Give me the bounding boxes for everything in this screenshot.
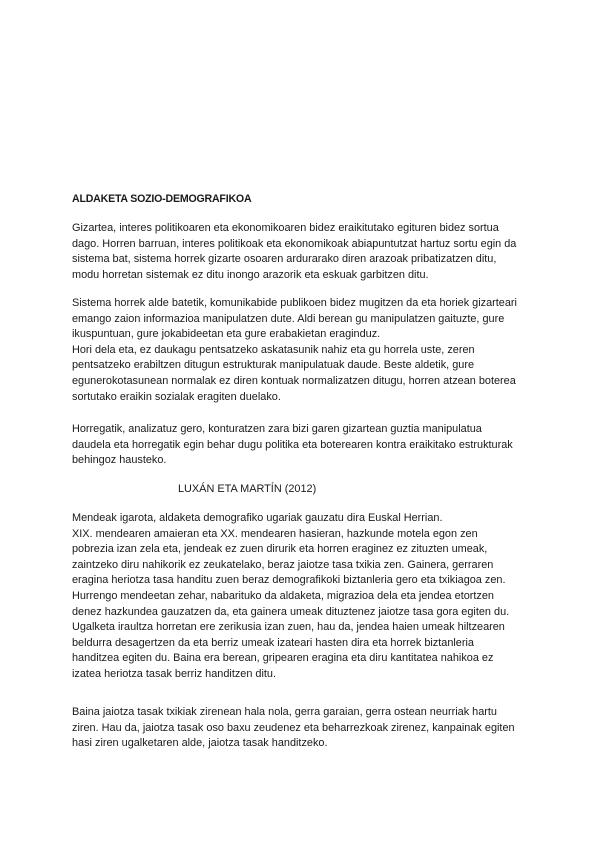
text-line: Mendeak igarota, aldaketa demografiko ugariak gauzatu dira Euskal Herrian. (72, 512, 443, 524)
text-line: behingoz hausteko. (72, 454, 167, 467)
citation: LUXÁN ETA MARTÍN (2012) (178, 483, 317, 495)
document-title: ALDAKETA SOZIO-DEMOGRAFIKOA (72, 193, 252, 205)
text-line: sortutako eraikin sozialak eragiten duelako. (72, 390, 281, 403)
paragraph-5 (72, 705, 515, 752)
text-line: pentsatzeko erabiltzen ditugun estrukturak manipulatuak daude. Beste aldetik, gure (72, 359, 474, 372)
text-line: Hurrengo mendeetan zehar, nabarituko da aldaketa, migrazioa dela eta jendea etortzen (72, 589, 494, 602)
paragraph-2 (72, 296, 517, 405)
paragraph-3 (72, 422, 513, 469)
paragraph-4 (72, 511, 509, 683)
text-line: Sistema horrek alde batetik, komunikabide publikoen bidez mugitzen da eta horiek gizarteari (72, 297, 517, 309)
text-line: Hori dela eta, ez daukagu pentsatzeko askatasunik nahiz eta gu horrela uste, zeren (72, 343, 475, 356)
text-line: handitzea egiten du. Baina era berean, gripearen eragina eta diru kantitatea nahikoa ez (72, 652, 494, 665)
text-line: hasi ziren ugalketaren alde, jaiotza tasak handitzeko. (72, 737, 328, 750)
text-line: ikuspuntuan, gure jokabideetan eta gure erabakietan eraginduz. (72, 328, 381, 341)
text-line: izatea heriotza tasak berriz handitzen ditu. (72, 667, 277, 680)
text-line: zaintzeko diru nahikorik ez zeukatelako, beraz jaiotze tasa txikia zen. Gainera, gerraren (72, 558, 494, 571)
text-line: XIX. mendearen amaieran eta XX. mendearen hasieran, hazkunde motela egon zen (72, 527, 478, 540)
text-line: eragina heriotza tasa handitu zuen beraz demografikoki biztanleria gero eta txikiagoa zen. (72, 574, 506, 587)
text-line: ziren. Hau da, jaiotza tasak oso baxu zeudenez eta beharrezkoak zirenez, kanpainak egiten (72, 721, 515, 734)
text-line: denez hazkundea gauzatzen da, eta gainera umeak dituztenez jaiotze tasa gora egiten du. (72, 605, 510, 618)
text-line: egunerokotasunean normalak ez diren kontuak normalizatzen ditugu, horren atzean boterea (72, 374, 516, 387)
text-line: Baina jaiotza tasak txikiak zirenean hala nola, gerra garaian, gerra ostean neurriak hartu (72, 706, 497, 718)
text-line: Ugalketa iraultza horretan ere zerikusia izan zuen, hau da, jendea haien umeak hiltzearen (72, 621, 505, 634)
paragraph-1 (72, 221, 516, 283)
text-line: emango zaion informazioa manipulatzen dute. Aldi berean gu manipulatzen gaituzte, gure (72, 312, 505, 325)
text-line: daudela eta horregatik egin behar dugu politika eta boterearen kontra eraikitako estrukturak (72, 438, 513, 451)
text-line: pobrezia izan zela eta, jendeak ez zuen dirurik eta horren eraginez ez zituzten umeak, (72, 543, 488, 556)
text-line: Gizartea, interes politikoaren eta ekonomikoaren bidez eraikitutako egituren bidez sortua (72, 222, 499, 234)
text-line: beldurra desagertzen da eta berriz umeak izateari hasten dira eta horrek biztanleria (72, 636, 474, 649)
text-line: modu horretan sistemak ez ditu inongo arazorik eta eskuak garbitzen ditu. (72, 268, 429, 281)
text-line: dago. Horren barruan, interes politikoak eta ekonomikoak abiapuntutzat hartuz sortu egin da (72, 237, 517, 250)
text-line: Horregatik, analizatuz gero, konturatzen zara bizi garen gizartean guztia manipulatua (72, 423, 482, 435)
text-line: sistema bat, sistema horrek gizarte osoaren ardurarako diren arazoak pribatizatzen ditu, (72, 253, 497, 266)
